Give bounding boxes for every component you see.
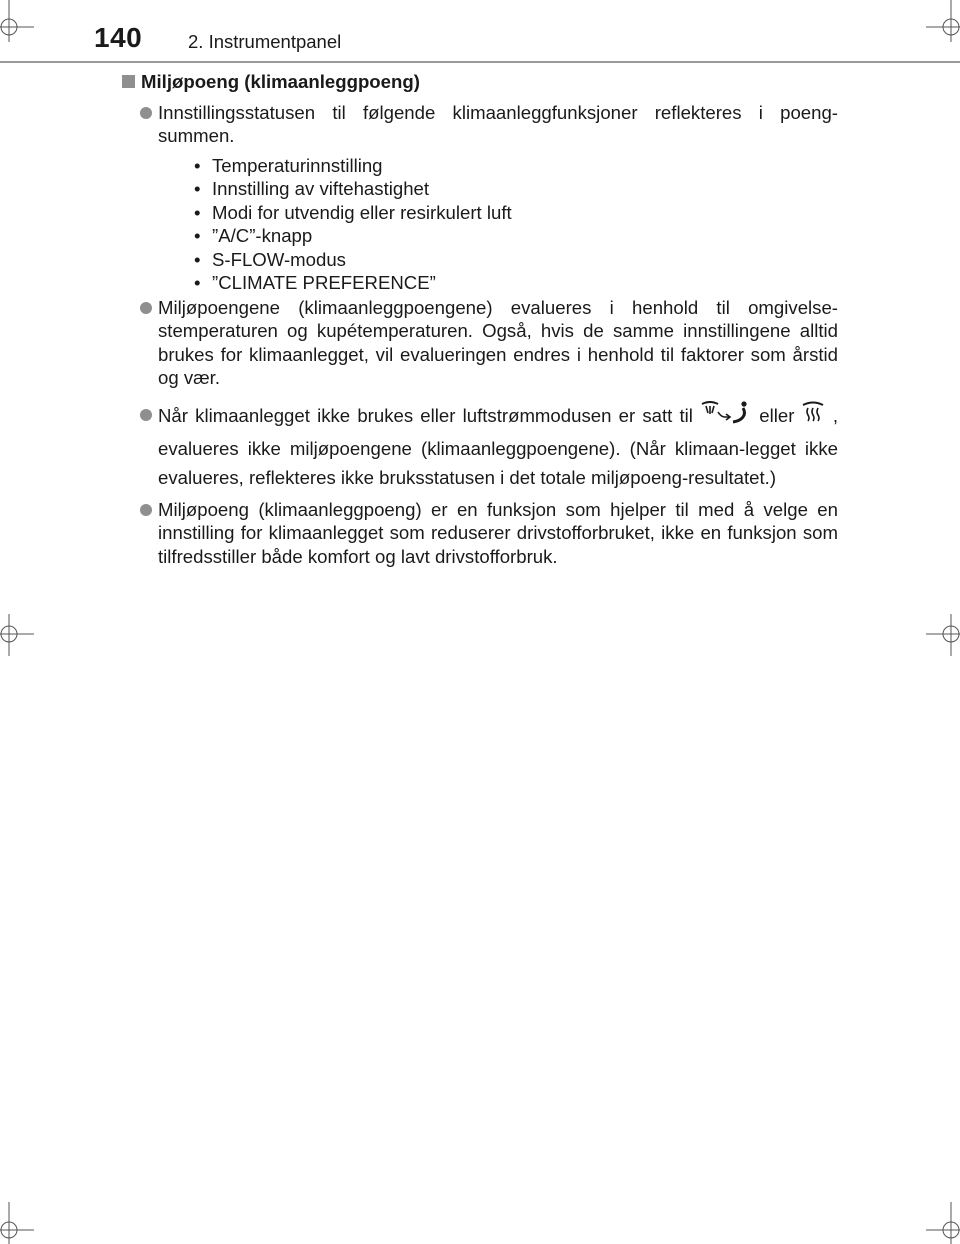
paragraph-3-text-a: Når klimaanlegget ikke brukes eller luftstrømmodusen er satt til — [158, 404, 693, 426]
crop-mark-bottom-left — [0, 1194, 40, 1244]
list-item: • Innstilling av viftehastighet — [193, 177, 838, 201]
crop-mark-mid-left — [0, 610, 40, 660]
round-bullet-icon — [140, 302, 152, 314]
section-heading — [122, 70, 838, 94]
paragraph-3-text-b: eller — [759, 404, 795, 426]
header-rule — [0, 61, 960, 63]
page-content — [122, 70, 838, 568]
crop-mark-bottom-right — [920, 1194, 960, 1244]
round-bullet-icon — [140, 107, 152, 119]
list-item: • ”A/C”-knapp — [193, 224, 838, 248]
section-heading-text: Miljøpoeng (klimaanleggpoeng) — [141, 71, 420, 92]
paragraph-2 — [122, 296, 838, 390]
crop-mark-top-left — [0, 0, 40, 50]
page-number: 140 — [94, 22, 143, 53]
windshield-defrost-icon — [800, 400, 826, 434]
windshield-and-feet-airflow-icon — [700, 400, 752, 434]
list-item: • ”CLIMATE PREFERENCE” — [193, 271, 838, 295]
paragraph-4-text: Miljøpoeng (klimaanleggpoeng) er en funksjon som hjelper til med å velge en innstilling for klimaanlegget som reduserer drivstofforbruket, ikke en funksjon som tilfredsstiller både komfort og lavt drivstofforbruk. — [158, 498, 838, 567]
list-item: • S-FLOW-modus — [193, 248, 838, 272]
list-item: • Temperaturinnstilling — [193, 154, 838, 178]
paragraph-2-text: Miljøpoengene (klimaanleggpoengene) evalueres i henhold til omgivelse-stemperaturen og kupétemperaturen. Også, hvis de samme innstillingene alltid brukes for klimaanlegget, vil evalueringen endres i henhold til faktorer som årstid og vær. — [158, 296, 838, 388]
square-bullet-icon — [122, 75, 135, 88]
paragraph-3 — [122, 400, 838, 492]
function-list — [158, 154, 838, 295]
list-item: • Modi for utvendig eller resirkulert luft — [193, 201, 838, 225]
paragraph-4 — [122, 498, 838, 569]
round-bullet-icon — [140, 504, 152, 516]
running-head: 2. Instrumentpanel — [188, 31, 342, 52]
paragraph-3-text-c: , evalueres ikke miljøpoengene (klimaanleggpoengene). (Når klimaan-legget ikke evalueres, reflekteres ikke bruksstatusen i det totale miljøpoeng-resultatet.) — [158, 404, 838, 488]
crop-mark-top-right — [920, 0, 960, 50]
paragraph-1-text: Innstillingsstatusen til følgende klimaanleggfunksjoner reflekteres i poeng-summen. — [158, 101, 838, 146]
paragraph-1 — [122, 101, 838, 295]
crop-mark-mid-right — [920, 610, 960, 660]
round-bullet-icon — [140, 409, 152, 421]
